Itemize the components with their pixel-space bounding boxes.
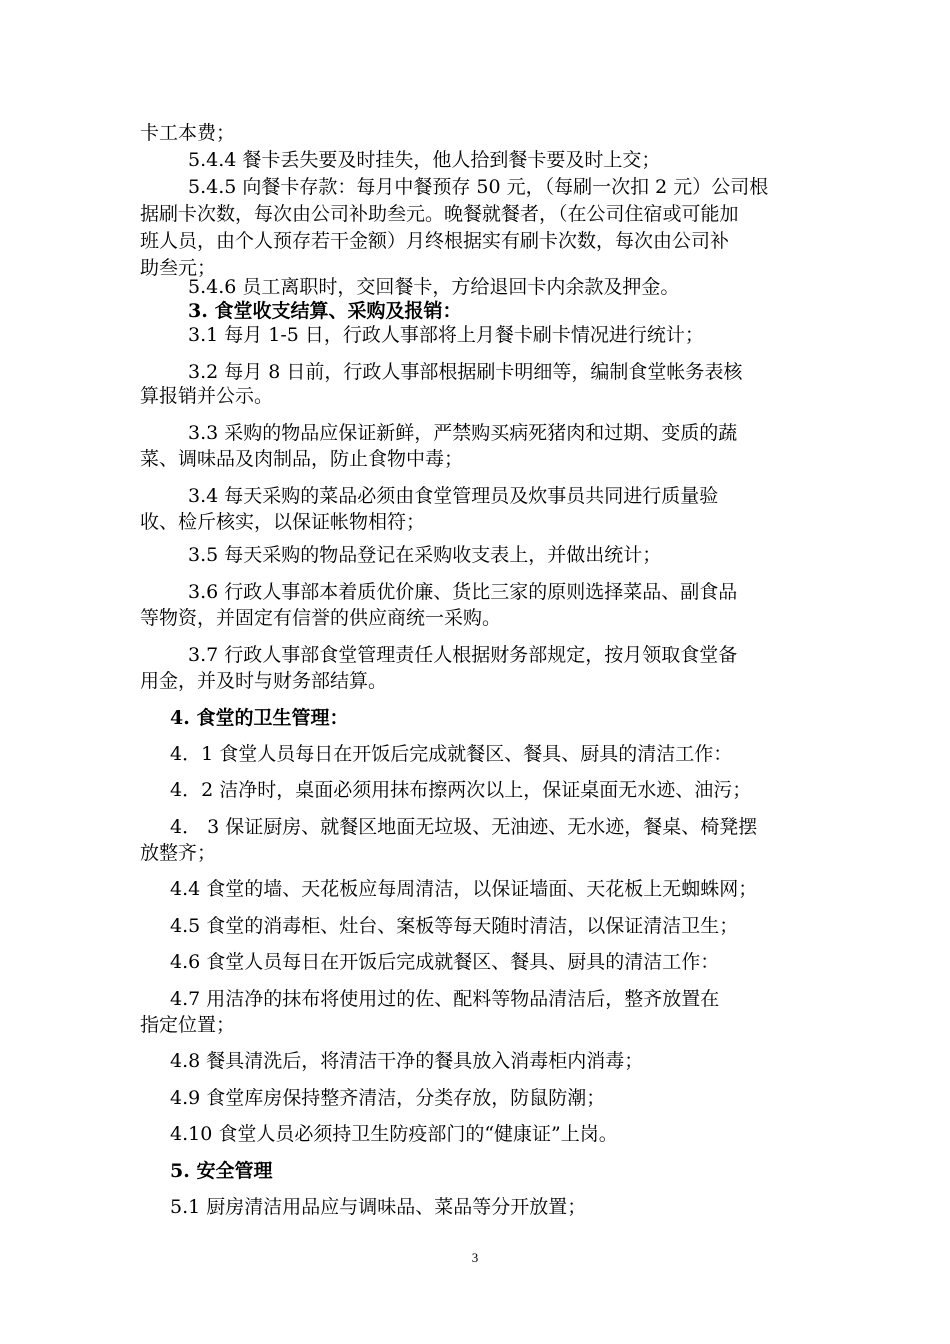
text-line: 助叁元； [140, 257, 217, 279]
text-line: 5.1 厨房清洁用品应与调味品、菜品等分开放置； [170, 1196, 587, 1218]
text-line: 指定位置； [140, 1014, 236, 1036]
text-line: 3.7 行政人事部食堂管理责任人根据财务部规定，按月领取食堂备 [188, 644, 738, 666]
text-line: 4.9 食堂库房保持整齐清洁，分类存放，防鼠防潮； [170, 1087, 606, 1109]
section-heading-5: 5. 安全管理 [170, 1160, 273, 1182]
text-line: 5.4.4 餐卡丢失要及时挂失，他人拾到餐卡要及时上交； [188, 149, 661, 171]
text-line: 3.4 每天采购的菜品必须由食堂管理员及炊事员共同进行质量验 [188, 485, 719, 507]
section-heading-3: 3. 食堂收支结算、采购及报销： [188, 300, 462, 322]
text-line: 4.7 用洁净的抹布将使用过的佐、配料等物品清洁后，整齐放置在 [170, 988, 720, 1010]
text-line: 3.5 每天采购的物品登记在采购收支表上，并做出统计； [188, 544, 662, 566]
text-line: 4.10 食堂人员必须持卫生防疫部门的“健康证”上岗。 [170, 1123, 618, 1145]
text-line: 算报销并公示。 [140, 385, 274, 407]
text-line: 4.5 食堂的消毒柜、灶台、案板等每天随时清洁，以保证清洁卫生； [170, 915, 739, 937]
text-line: 3.2 每月 8 日前，行政人事部根据刷卡明细等，编制食堂帐务表核 [188, 361, 743, 383]
text-line: 4． 3 保证厨房、就餐区地面无垃圾、无油迹、无水迹，餐桌、椅凳摆 [170, 816, 758, 838]
text-line: 4.8 餐具清洗后，将清洁干净的餐具放入消毒柜内消毒； [170, 1050, 644, 1072]
text-line: 3.6 行政人事部本着质优价廉、货比三家的原则选择菜品、副食品 [188, 581, 738, 603]
text-line: 4．1 食堂人员每日在开饭后完成就餐区、餐具、厨具的清洁工作： [170, 743, 733, 765]
text-line: 菜、调味品及肉制品，防止食物中毒； [140, 448, 464, 470]
text-line: 5.4.5 向餐卡存款：每月中餐预存 50 元，（每刷一次扣 2 元）公司根 [188, 176, 769, 198]
text-line: 用金，并及时与财务部结算。 [140, 670, 388, 692]
text-line: 4.4 食堂的墙、天花板应每周清洁，以保证墙面、天花板上无蜘蛛网； [170, 878, 758, 900]
text-line: 4.6 食堂人员每日在开饭后完成就餐区、餐具、厨具的清洁工作： [170, 951, 720, 973]
section-heading-4: 4. 食堂的卫生管理： [170, 707, 349, 729]
page-number: 3 [471, 1250, 479, 1265]
text-line: 等物资，并固定有信誉的供应商统一采购。 [140, 607, 502, 629]
text-line: 班人员，由个人预存若干金额）月终根据实有刷卡次数，每次由公司补 [140, 230, 730, 252]
text-line: 3.1 每月 1-5 日，行政人事部将上月餐卡刷卡情况进行统计； [188, 324, 704, 346]
text-line: 卡工本费； [140, 122, 236, 144]
text-line: 5.4.6 员工离职时，交回餐卡，方给退回卡内余款及押金。 [188, 276, 680, 298]
text-line: 4．2 洁净时，桌面必须用抹布擦两次以上，保证桌面无水迹、油污； [170, 779, 752, 801]
text-line: 据刷卡次数，每次由公司补助叁元。晚餐就餐者，（在公司住宿或可能加 [140, 203, 739, 225]
text-line: 3.3 采购的物品应保证新鲜，严禁购买病死猪肉和过期、变质的蔬 [188, 422, 738, 444]
text-line: 收、检斤核实，以保证帐物相符； [140, 511, 426, 533]
text-line: 放整齐； [140, 842, 217, 864]
